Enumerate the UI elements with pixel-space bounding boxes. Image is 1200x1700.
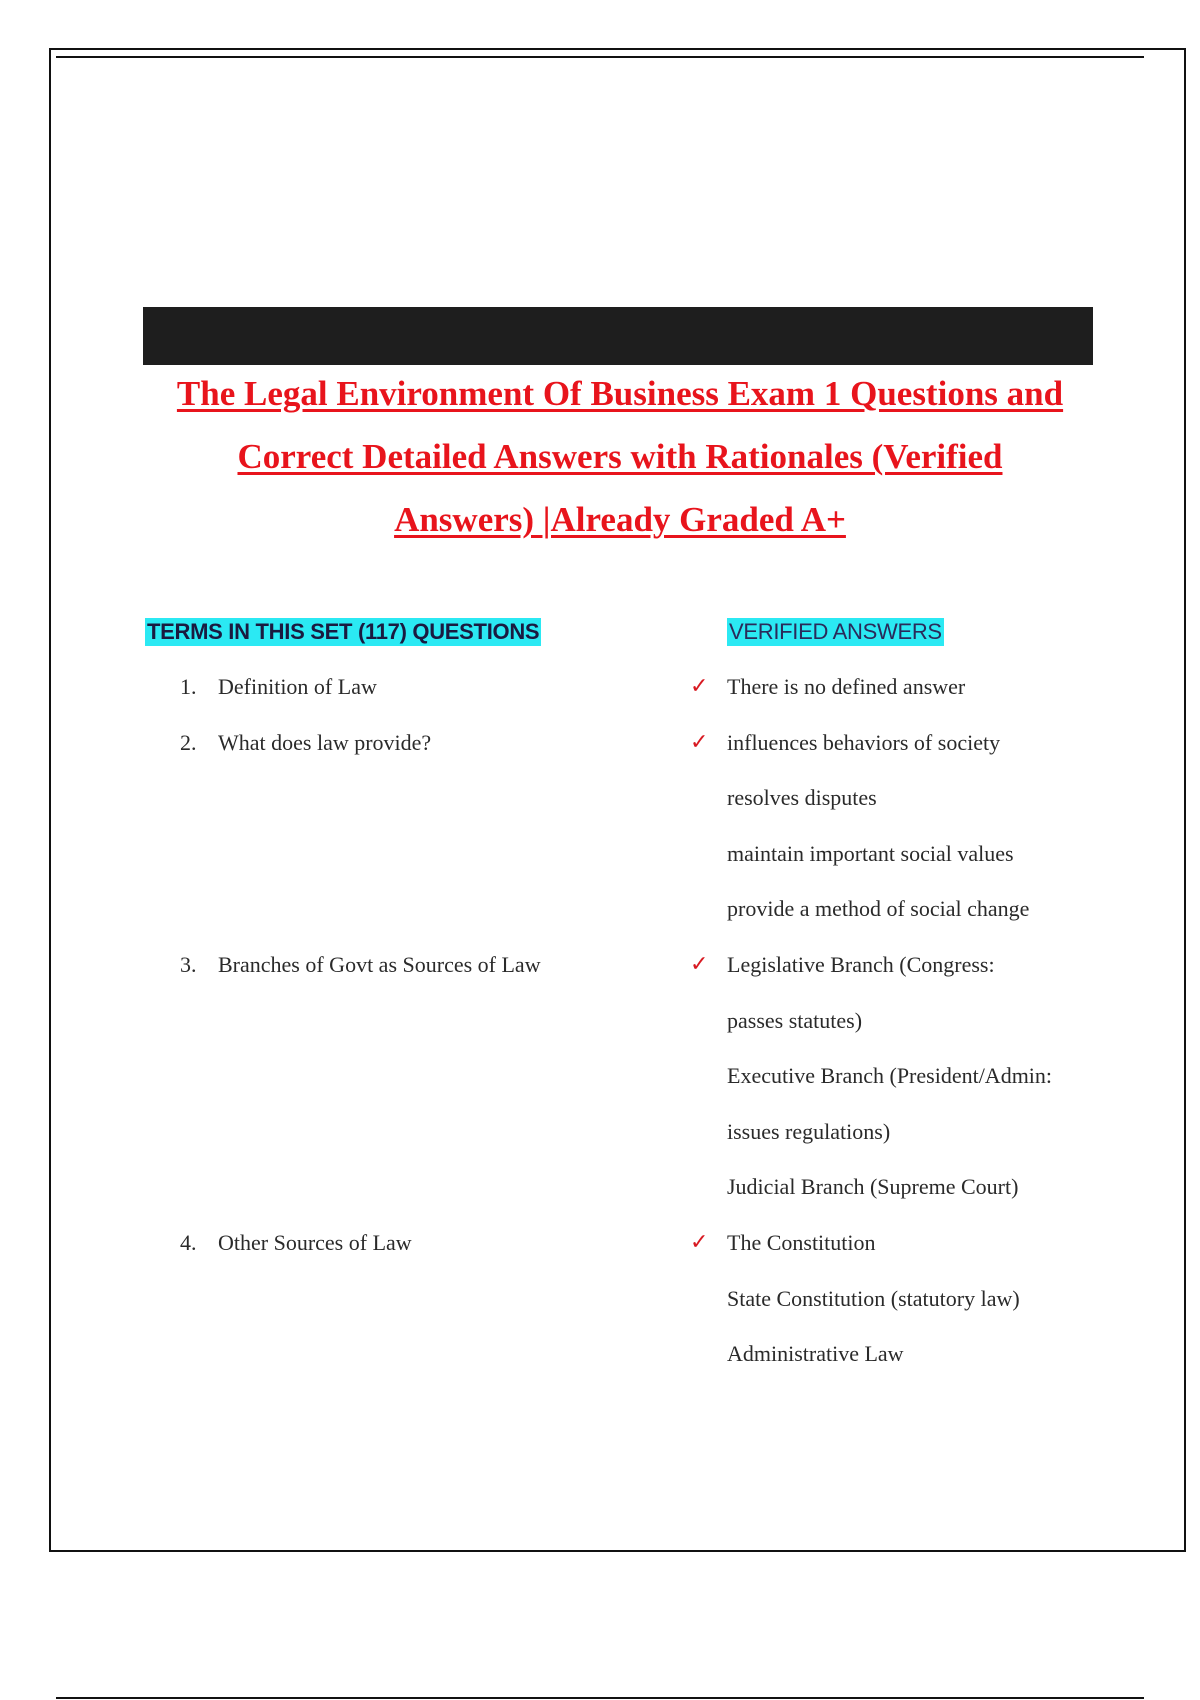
title-line-2: Correct Detailed Answers with Rationales (Verified	[237, 437, 1003, 476]
check-icon: ✓	[690, 674, 709, 699]
document-title	[130, 362, 1110, 551]
question-item	[180, 1228, 412, 1258]
answer-line: Executive Branch (President/Admin:	[727, 1063, 1053, 1088]
bottom-rule	[56, 1697, 1144, 1699]
redaction-bar	[143, 307, 1093, 365]
title-line-3: Answers) |Already Graded A+	[394, 500, 846, 539]
question-text: Other Sources of Law	[218, 1230, 412, 1255]
question-number: 2.	[180, 730, 197, 755]
question-number: 1.	[180, 674, 197, 699]
answer-line: influences behaviors of society	[727, 730, 1001, 755]
question-text: What does law provide?	[218, 730, 432, 755]
answer-line: provide a method of social change	[727, 896, 1030, 921]
answer-line: Judicial Branch (Supreme Court)	[727, 1174, 1019, 1199]
question-text: Branches of Govt as Sources of Law	[218, 952, 541, 977]
answer-line: maintain important social values	[727, 841, 1014, 866]
answer-line: The Constitution	[727, 1230, 876, 1255]
question-text: Definition of Law	[218, 674, 377, 699]
page-frame	[49, 48, 1186, 1552]
check-icon: ✓	[690, 1230, 709, 1255]
answer-line: issues regulations)	[727, 1119, 891, 1144]
question-item	[180, 728, 431, 758]
answer-line: passes statutes)	[727, 1008, 863, 1033]
answer-line: State Constitution (statutory law)	[727, 1286, 1020, 1311]
check-icon: ✓	[690, 730, 709, 755]
check-icon: ✓	[690, 952, 709, 977]
question-item	[180, 672, 377, 702]
top-rule	[56, 56, 1144, 58]
answer-line: resolves disputes	[727, 785, 877, 810]
answers-heading: VERIFIED ANSWERS	[729, 619, 942, 644]
answer-line: There is no defined answer	[727, 674, 966, 699]
question-number: 3.	[180, 952, 197, 977]
questions-heading: TERMS IN THIS SET (117) QUESTIONS	[147, 619, 540, 644]
answer-line: Administrative Law	[727, 1341, 904, 1366]
answer-line: Legislative Branch (Congress:	[727, 952, 995, 977]
question-item	[180, 950, 541, 980]
question-number: 4.	[180, 1230, 197, 1255]
title-line-1: The Legal Environment Of Business Exam 1 Questions and	[176, 374, 1064, 413]
